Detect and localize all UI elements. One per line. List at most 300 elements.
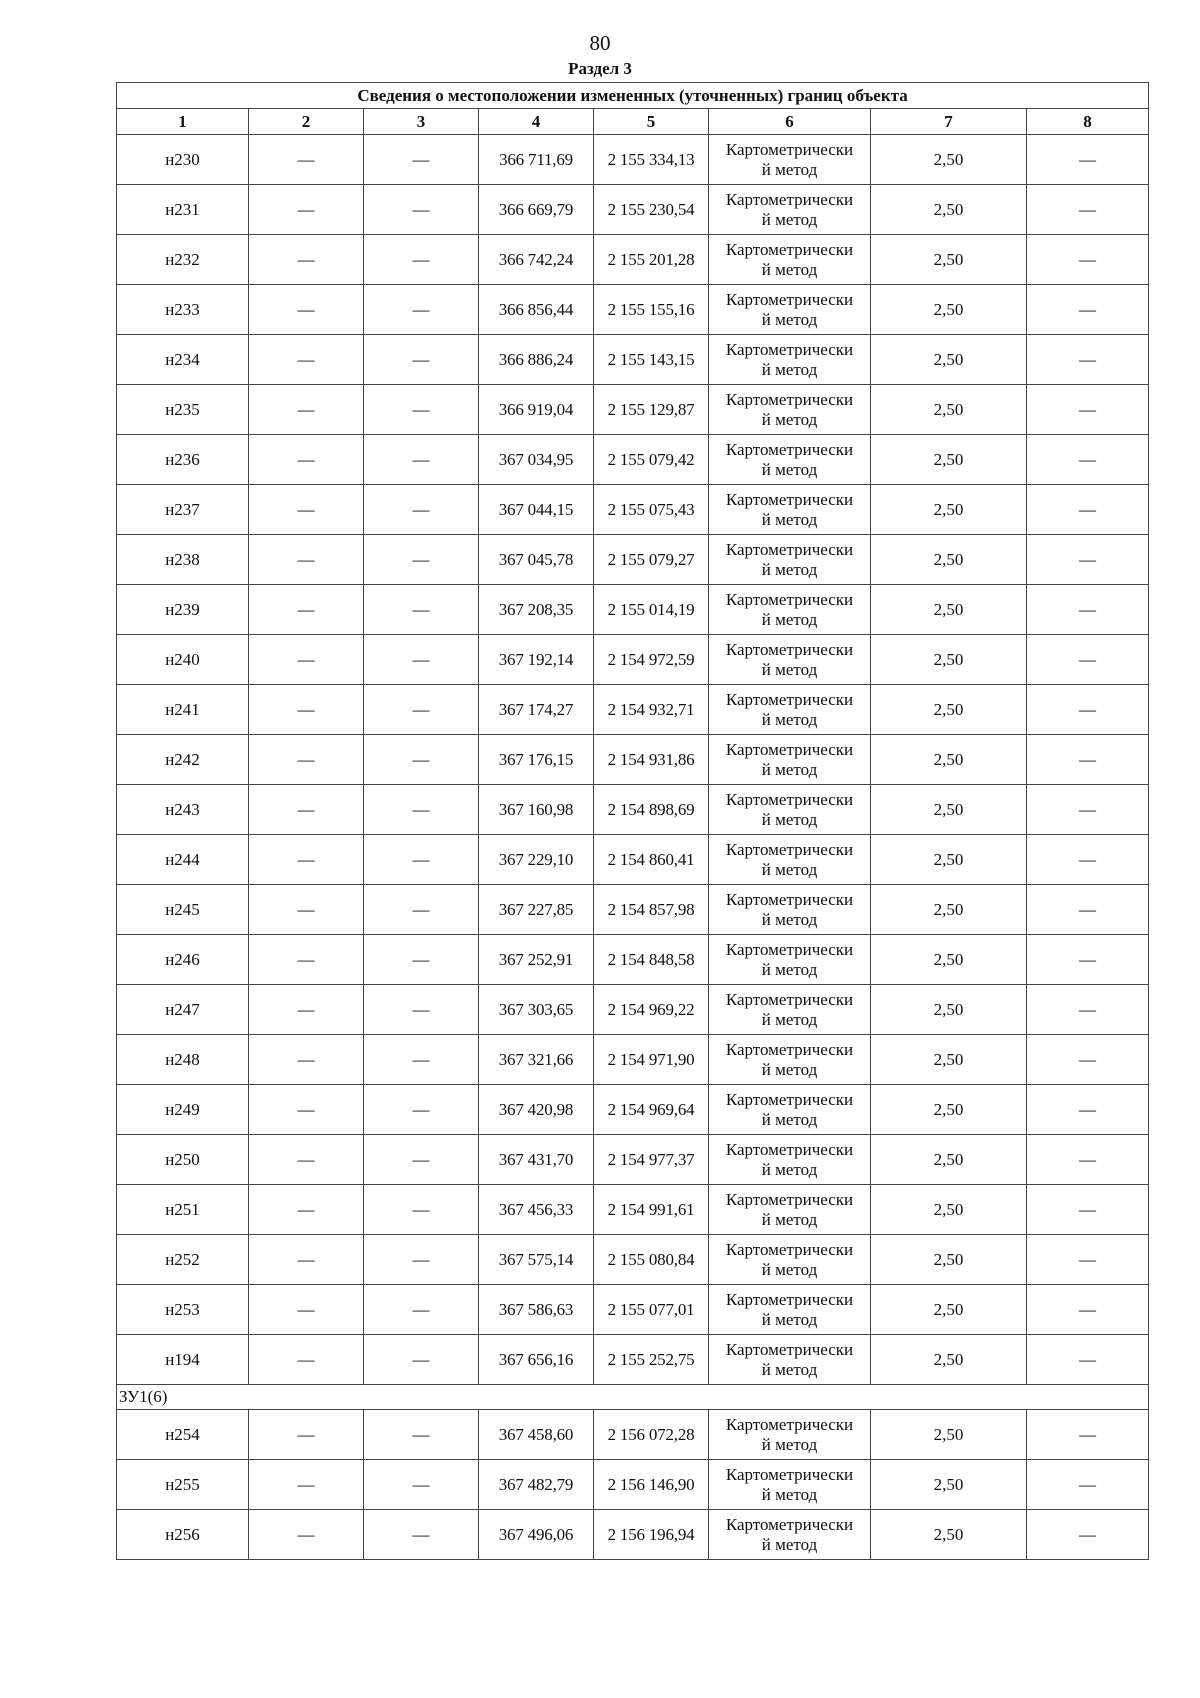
method-cell bbox=[709, 635, 871, 685]
dash-cell: — bbox=[364, 835, 479, 885]
dash-cell: — bbox=[1027, 185, 1149, 235]
y-coordinate-cell: 2 155 079,27 bbox=[594, 535, 709, 585]
method-text-line: Картометрически bbox=[725, 1189, 854, 1209]
dash-cell: — bbox=[1027, 1235, 1149, 1285]
dash-cell: — bbox=[249, 685, 364, 735]
point-id-cell: н252 bbox=[117, 1235, 249, 1285]
point-id-cell: н231 bbox=[117, 185, 249, 235]
method-cell bbox=[709, 835, 871, 885]
accuracy-cell: 2,50 bbox=[871, 435, 1027, 485]
column-number: 4 bbox=[479, 109, 594, 135]
accuracy-cell: 2,50 bbox=[871, 185, 1027, 235]
y-coordinate-cell: 2 154 977,37 bbox=[594, 1135, 709, 1185]
point-id-cell: н237 bbox=[117, 485, 249, 535]
dash-cell: — bbox=[364, 185, 479, 235]
table-row bbox=[117, 435, 1149, 485]
method-text-line: Картометрически bbox=[725, 1139, 854, 1159]
dash-cell: — bbox=[249, 635, 364, 685]
column-number-row bbox=[117, 109, 1149, 135]
method-cell bbox=[709, 1285, 871, 1335]
dash-cell: — bbox=[249, 1235, 364, 1285]
dash-cell: — bbox=[249, 1035, 364, 1085]
method-cell bbox=[709, 485, 871, 535]
table-row bbox=[117, 635, 1149, 685]
dash-cell: — bbox=[1027, 635, 1149, 685]
y-coordinate-cell: 2 155 143,15 bbox=[594, 335, 709, 385]
table-row bbox=[117, 585, 1149, 635]
accuracy-cell: 2,50 bbox=[871, 735, 1027, 785]
dash-cell: — bbox=[249, 885, 364, 935]
y-coordinate-cell: 2 156 146,90 bbox=[594, 1460, 709, 1510]
x-coordinate-cell: 366 856,44 bbox=[479, 285, 594, 335]
point-id-cell: н232 bbox=[117, 235, 249, 285]
accuracy-cell: 2,50 bbox=[871, 1510, 1027, 1560]
method-text-line: й метод bbox=[761, 1484, 818, 1504]
y-coordinate-cell: 2 154 848,58 bbox=[594, 935, 709, 985]
dash-cell: — bbox=[1027, 835, 1149, 885]
column-number: 1 bbox=[117, 109, 249, 135]
y-coordinate-cell: 2 155 201,28 bbox=[594, 235, 709, 285]
method-text-line: й метод bbox=[761, 559, 818, 579]
dash-cell: — bbox=[1027, 1035, 1149, 1085]
point-id-cell: н244 bbox=[117, 835, 249, 885]
dash-cell: — bbox=[1027, 1285, 1149, 1335]
x-coordinate-cell: 367 656,16 bbox=[479, 1335, 594, 1385]
method-cell bbox=[709, 1460, 871, 1510]
method-text-line: Картометрически bbox=[725, 539, 854, 559]
accuracy-cell: 2,50 bbox=[871, 1085, 1027, 1135]
method-text-line: й метод bbox=[761, 659, 818, 679]
method-cell bbox=[709, 1135, 871, 1185]
x-coordinate-cell: 367 482,79 bbox=[479, 1460, 594, 1510]
accuracy-cell: 2,50 bbox=[871, 885, 1027, 935]
column-number: 7 bbox=[871, 109, 1027, 135]
dash-cell: — bbox=[364, 485, 479, 535]
dash-cell: — bbox=[1027, 785, 1149, 835]
method-text-line: Картометрически bbox=[725, 989, 854, 1009]
method-cell bbox=[709, 685, 871, 735]
dash-cell: — bbox=[364, 685, 479, 735]
dash-cell: — bbox=[364, 135, 479, 185]
method-cell bbox=[709, 1185, 871, 1235]
dash-cell: — bbox=[1027, 885, 1149, 935]
dash-cell: — bbox=[249, 1285, 364, 1335]
method-cell bbox=[709, 185, 871, 235]
accuracy-cell: 2,50 bbox=[871, 585, 1027, 635]
method-cell bbox=[709, 785, 871, 835]
dash-cell: — bbox=[364, 1185, 479, 1235]
method-cell bbox=[709, 285, 871, 335]
dash-cell: — bbox=[364, 435, 479, 485]
method-text-line: Картометрически bbox=[725, 139, 854, 159]
x-coordinate-cell: 367 174,27 bbox=[479, 685, 594, 735]
x-coordinate-cell: 367 229,10 bbox=[479, 835, 594, 885]
method-cell bbox=[709, 535, 871, 585]
method-text-line: Картометрически bbox=[725, 589, 854, 609]
dash-cell: — bbox=[364, 385, 479, 435]
dash-cell: — bbox=[1027, 1185, 1149, 1235]
method-text-line: Картометрически bbox=[725, 1514, 854, 1534]
dash-cell: — bbox=[364, 1285, 479, 1335]
dash-cell: — bbox=[249, 785, 364, 835]
point-id-cell: н254 bbox=[117, 1410, 249, 1460]
table-row bbox=[117, 185, 1149, 235]
dash-cell: — bbox=[364, 1510, 479, 1560]
x-coordinate-cell: 367 496,06 bbox=[479, 1510, 594, 1560]
x-coordinate-cell: 366 669,79 bbox=[479, 185, 594, 235]
table-row bbox=[117, 1285, 1149, 1335]
method-text-line: й метод bbox=[761, 709, 818, 729]
method-text-line: Картометрически bbox=[725, 1464, 854, 1484]
point-id-cell: н233 bbox=[117, 285, 249, 335]
method-cell bbox=[709, 1510, 871, 1560]
y-coordinate-cell: 2 154 972,59 bbox=[594, 635, 709, 685]
dash-cell: — bbox=[364, 785, 479, 835]
method-text-line: Картометрически bbox=[725, 1289, 854, 1309]
dash-cell: — bbox=[1027, 935, 1149, 985]
accuracy-cell: 2,50 bbox=[871, 485, 1027, 535]
y-coordinate-cell: 2 154 969,22 bbox=[594, 985, 709, 1035]
table-row bbox=[117, 835, 1149, 885]
point-id-cell: н245 bbox=[117, 885, 249, 935]
y-coordinate-cell: 2 155 014,19 bbox=[594, 585, 709, 635]
table-title-row bbox=[117, 83, 1149, 109]
table-row bbox=[117, 335, 1149, 385]
method-text-line: й метод bbox=[761, 859, 818, 879]
method-text-line: й метод bbox=[761, 909, 818, 929]
point-id-cell: н236 bbox=[117, 435, 249, 485]
x-coordinate-cell: 367 227,85 bbox=[479, 885, 594, 935]
accuracy-cell: 2,50 bbox=[871, 535, 1027, 585]
dash-cell: — bbox=[249, 335, 364, 385]
table-row bbox=[117, 485, 1149, 535]
dash-cell: — bbox=[1027, 1410, 1149, 1460]
dash-cell: — bbox=[1027, 585, 1149, 635]
method-text-line: Картометрически bbox=[725, 1089, 854, 1109]
y-coordinate-cell: 2 154 860,41 bbox=[594, 835, 709, 885]
method-text-line: Картометрически bbox=[725, 439, 854, 459]
dash-cell: — bbox=[364, 235, 479, 285]
table-row bbox=[117, 985, 1149, 1035]
method-text-line: Картометрически bbox=[725, 489, 854, 509]
dash-cell: — bbox=[364, 885, 479, 935]
table-title: Сведения о местоположении измененных (уточненных) границ объекта bbox=[117, 83, 1149, 109]
y-coordinate-cell: 2 154 932,71 bbox=[594, 685, 709, 735]
dash-cell: — bbox=[364, 985, 479, 1035]
point-id-cell: н246 bbox=[117, 935, 249, 985]
dash-cell: — bbox=[249, 1460, 364, 1510]
accuracy-cell: 2,50 bbox=[871, 835, 1027, 885]
method-text-line: й метод bbox=[761, 809, 818, 829]
method-cell bbox=[709, 335, 871, 385]
accuracy-cell: 2,50 bbox=[871, 935, 1027, 985]
y-coordinate-cell: 2 155 079,42 bbox=[594, 435, 709, 485]
y-coordinate-cell: 2 154 857,98 bbox=[594, 885, 709, 935]
method-cell bbox=[709, 1410, 871, 1460]
method-text-line: й метод bbox=[761, 1309, 818, 1329]
method-cell bbox=[709, 1035, 871, 1085]
y-coordinate-cell: 2 155 129,87 bbox=[594, 385, 709, 435]
dash-cell: — bbox=[364, 1460, 479, 1510]
method-text-line: й метод bbox=[761, 359, 818, 379]
group-row bbox=[117, 1385, 1149, 1410]
point-id-cell: н234 bbox=[117, 335, 249, 385]
page-number: 80 bbox=[589, 31, 611, 55]
method-text-line: й метод bbox=[761, 259, 818, 279]
method-text-line: Картометрически bbox=[725, 1339, 854, 1359]
method-text-line: Картометрически bbox=[725, 839, 854, 859]
method-text-line: й метод bbox=[761, 159, 818, 179]
table-row bbox=[117, 535, 1149, 585]
method-text-line: Картометрически bbox=[725, 1239, 854, 1259]
accuracy-cell: 2,50 bbox=[871, 1335, 1027, 1385]
x-coordinate-cell: 367 176,15 bbox=[479, 735, 594, 785]
table-body bbox=[117, 83, 1149, 1560]
method-text-line: Картометрически bbox=[725, 389, 854, 409]
dash-cell: — bbox=[1027, 285, 1149, 335]
dash-cell: — bbox=[249, 735, 364, 785]
accuracy-cell: 2,50 bbox=[871, 285, 1027, 335]
table-row bbox=[117, 1135, 1149, 1185]
x-coordinate-cell: 367 303,65 bbox=[479, 985, 594, 1035]
accuracy-cell: 2,50 bbox=[871, 135, 1027, 185]
x-coordinate-cell: 366 742,24 bbox=[479, 235, 594, 285]
dash-cell: — bbox=[1027, 1085, 1149, 1135]
method-cell bbox=[709, 235, 871, 285]
method-text-line: й метод bbox=[761, 309, 818, 329]
accuracy-cell: 2,50 bbox=[871, 1035, 1027, 1085]
accuracy-cell: 2,50 bbox=[871, 635, 1027, 685]
x-coordinate-cell: 366 919,04 bbox=[479, 385, 594, 435]
y-coordinate-cell: 2 154 971,90 bbox=[594, 1035, 709, 1085]
point-id-cell: н248 bbox=[117, 1035, 249, 1085]
dash-cell: — bbox=[249, 285, 364, 335]
method-text-line: й метод bbox=[761, 1159, 818, 1179]
method-cell bbox=[709, 935, 871, 985]
method-cell bbox=[709, 385, 871, 435]
method-text-line: Картометрически bbox=[725, 1414, 854, 1434]
dash-cell: — bbox=[364, 285, 479, 335]
method-text-line: й метод bbox=[761, 959, 818, 979]
dash-cell: — bbox=[364, 1410, 479, 1460]
dash-cell: — bbox=[1027, 1335, 1149, 1385]
dash-cell: — bbox=[249, 535, 364, 585]
method-cell bbox=[709, 135, 871, 185]
x-coordinate-cell: 367 208,35 bbox=[479, 585, 594, 635]
dash-cell: — bbox=[249, 135, 364, 185]
method-cell bbox=[709, 985, 871, 1035]
y-coordinate-cell: 2 155 230,54 bbox=[594, 185, 709, 235]
accuracy-cell: 2,50 bbox=[871, 1410, 1027, 1460]
coordinates-table bbox=[116, 82, 1149, 1560]
method-text-line: й метод bbox=[761, 1209, 818, 1229]
accuracy-cell: 2,50 bbox=[871, 1235, 1027, 1285]
accuracy-cell: 2,50 bbox=[871, 1460, 1027, 1510]
table-row bbox=[117, 285, 1149, 335]
method-text-line: й метод bbox=[761, 459, 818, 479]
dash-cell: — bbox=[249, 485, 364, 535]
x-coordinate-cell: 367 586,63 bbox=[479, 1285, 594, 1335]
column-number: 2 bbox=[249, 109, 364, 135]
point-id-cell: н230 bbox=[117, 135, 249, 185]
point-id-cell: н242 bbox=[117, 735, 249, 785]
dash-cell: — bbox=[1027, 385, 1149, 435]
dash-cell: — bbox=[249, 385, 364, 435]
dash-cell: — bbox=[249, 1135, 364, 1185]
x-coordinate-cell: 367 321,66 bbox=[479, 1035, 594, 1085]
table-row bbox=[117, 1035, 1149, 1085]
y-coordinate-cell: 2 155 075,43 bbox=[594, 485, 709, 535]
dash-cell: — bbox=[1027, 1510, 1149, 1560]
table-row bbox=[117, 385, 1149, 435]
method-text-line: Картометрически bbox=[725, 689, 854, 709]
y-coordinate-cell: 2 154 991,61 bbox=[594, 1185, 709, 1235]
accuracy-cell: 2,50 bbox=[871, 1185, 1027, 1235]
method-text-line: Картометрически bbox=[725, 889, 854, 909]
dash-cell: — bbox=[364, 735, 479, 785]
method-text-line: й метод bbox=[761, 509, 818, 529]
dash-cell: — bbox=[364, 1085, 479, 1135]
method-text-line: й метод bbox=[761, 1009, 818, 1029]
accuracy-cell: 2,50 bbox=[871, 335, 1027, 385]
y-coordinate-cell: 2 154 931,86 bbox=[594, 735, 709, 785]
table-row bbox=[117, 1335, 1149, 1385]
method-text-line: Картометрически bbox=[725, 1039, 854, 1059]
y-coordinate-cell: 2 154 969,64 bbox=[594, 1085, 709, 1135]
dash-cell: — bbox=[1027, 735, 1149, 785]
dash-cell: — bbox=[364, 1235, 479, 1285]
dash-cell: — bbox=[364, 635, 479, 685]
method-cell bbox=[709, 585, 871, 635]
dash-cell: — bbox=[249, 1185, 364, 1235]
accuracy-cell: 2,50 bbox=[871, 1285, 1027, 1335]
column-number: 6 bbox=[709, 109, 871, 135]
dash-cell: — bbox=[249, 1335, 364, 1385]
x-coordinate-cell: 367 458,60 bbox=[479, 1410, 594, 1460]
x-coordinate-cell: 367 034,95 bbox=[479, 435, 594, 485]
accuracy-cell: 2,50 bbox=[871, 785, 1027, 835]
dash-cell: — bbox=[364, 1135, 479, 1185]
method-text-line: Картометрически bbox=[725, 189, 854, 209]
method-text-line: й метод bbox=[761, 209, 818, 229]
accuracy-cell: 2,50 bbox=[871, 985, 1027, 1035]
dash-cell: — bbox=[364, 935, 479, 985]
column-number: 3 bbox=[364, 109, 479, 135]
x-coordinate-cell: 367 160,98 bbox=[479, 785, 594, 835]
point-id-cell: н249 bbox=[117, 1085, 249, 1135]
accuracy-cell: 2,50 bbox=[871, 685, 1027, 735]
table-row bbox=[117, 1085, 1149, 1135]
method-text-line: Картометрически bbox=[725, 339, 854, 359]
dash-cell: — bbox=[249, 835, 364, 885]
table-row bbox=[117, 885, 1149, 935]
point-id-cell: н253 bbox=[117, 1285, 249, 1335]
dash-cell: — bbox=[249, 585, 364, 635]
point-id-cell: н194 bbox=[117, 1335, 249, 1385]
dash-cell: — bbox=[364, 1335, 479, 1385]
dash-cell: — bbox=[1027, 235, 1149, 285]
dash-cell: — bbox=[1027, 985, 1149, 1035]
column-number: 8 bbox=[1027, 109, 1149, 135]
x-coordinate-cell: 367 575,14 bbox=[479, 1235, 594, 1285]
section-title: Раздел 3 bbox=[568, 59, 632, 78]
dash-cell: — bbox=[364, 535, 479, 585]
point-id-cell: н238 bbox=[117, 535, 249, 585]
method-text-line: й метод bbox=[761, 1434, 818, 1454]
table-row bbox=[117, 685, 1149, 735]
y-coordinate-cell: 2 156 196,94 bbox=[594, 1510, 709, 1560]
point-id-cell: н251 bbox=[117, 1185, 249, 1235]
dash-cell: — bbox=[249, 1510, 364, 1560]
column-number: 5 bbox=[594, 109, 709, 135]
x-coordinate-cell: 367 044,15 bbox=[479, 485, 594, 535]
y-coordinate-cell: 2 154 898,69 bbox=[594, 785, 709, 835]
point-id-cell: н241 bbox=[117, 685, 249, 735]
y-coordinate-cell: 2 155 334,13 bbox=[594, 135, 709, 185]
x-coordinate-cell: 367 420,98 bbox=[479, 1085, 594, 1135]
table-row bbox=[117, 1460, 1149, 1510]
method-text-line: Картометрически bbox=[725, 239, 854, 259]
method-text-line: й метод bbox=[761, 1059, 818, 1079]
table-row bbox=[117, 785, 1149, 835]
method-text-line: й метод bbox=[761, 409, 818, 429]
y-coordinate-cell: 2 155 080,84 bbox=[594, 1235, 709, 1285]
point-id-cell: н235 bbox=[117, 385, 249, 435]
point-id-cell: н250 bbox=[117, 1135, 249, 1185]
method-cell bbox=[709, 885, 871, 935]
x-coordinate-cell: 367 192,14 bbox=[479, 635, 594, 685]
method-text-line: й метод bbox=[761, 1534, 818, 1554]
table-row bbox=[117, 735, 1149, 785]
method-text-line: Картометрически bbox=[725, 639, 854, 659]
x-coordinate-cell: 366 886,24 bbox=[479, 335, 594, 385]
dash-cell: — bbox=[1027, 535, 1149, 585]
table-row bbox=[117, 135, 1149, 185]
dash-cell: — bbox=[364, 1035, 479, 1085]
point-id-cell: н247 bbox=[117, 985, 249, 1035]
dash-cell: — bbox=[1027, 435, 1149, 485]
point-id-cell: н255 bbox=[117, 1460, 249, 1510]
group-label: ЗУ1(6) bbox=[117, 1385, 1149, 1410]
method-text-line: Картометрически bbox=[725, 739, 854, 759]
method-cell bbox=[709, 435, 871, 485]
method-cell bbox=[709, 1085, 871, 1135]
dash-cell: — bbox=[364, 335, 479, 385]
dash-cell: — bbox=[1027, 135, 1149, 185]
method-text-line: Картометрически bbox=[725, 289, 854, 309]
y-coordinate-cell: 2 155 252,75 bbox=[594, 1335, 709, 1385]
method-text-line: й метод bbox=[761, 1109, 818, 1129]
dash-cell: — bbox=[249, 185, 364, 235]
x-coordinate-cell: 367 431,70 bbox=[479, 1135, 594, 1185]
dash-cell: — bbox=[1027, 485, 1149, 535]
dash-cell: — bbox=[249, 435, 364, 485]
table-row bbox=[117, 1510, 1149, 1560]
dash-cell: — bbox=[1027, 335, 1149, 385]
dash-cell: — bbox=[249, 235, 364, 285]
dash-cell: — bbox=[249, 1085, 364, 1135]
dash-cell: — bbox=[1027, 1460, 1149, 1510]
point-id-cell: н239 bbox=[117, 585, 249, 635]
x-coordinate-cell: 367 045,78 bbox=[479, 535, 594, 585]
method-cell bbox=[709, 1235, 871, 1285]
dash-cell: — bbox=[249, 935, 364, 985]
method-text-line: Картометрически bbox=[725, 939, 854, 959]
table-row bbox=[117, 1410, 1149, 1460]
dash-cell: — bbox=[1027, 685, 1149, 735]
table-row bbox=[117, 1235, 1149, 1285]
accuracy-cell: 2,50 bbox=[871, 1135, 1027, 1185]
